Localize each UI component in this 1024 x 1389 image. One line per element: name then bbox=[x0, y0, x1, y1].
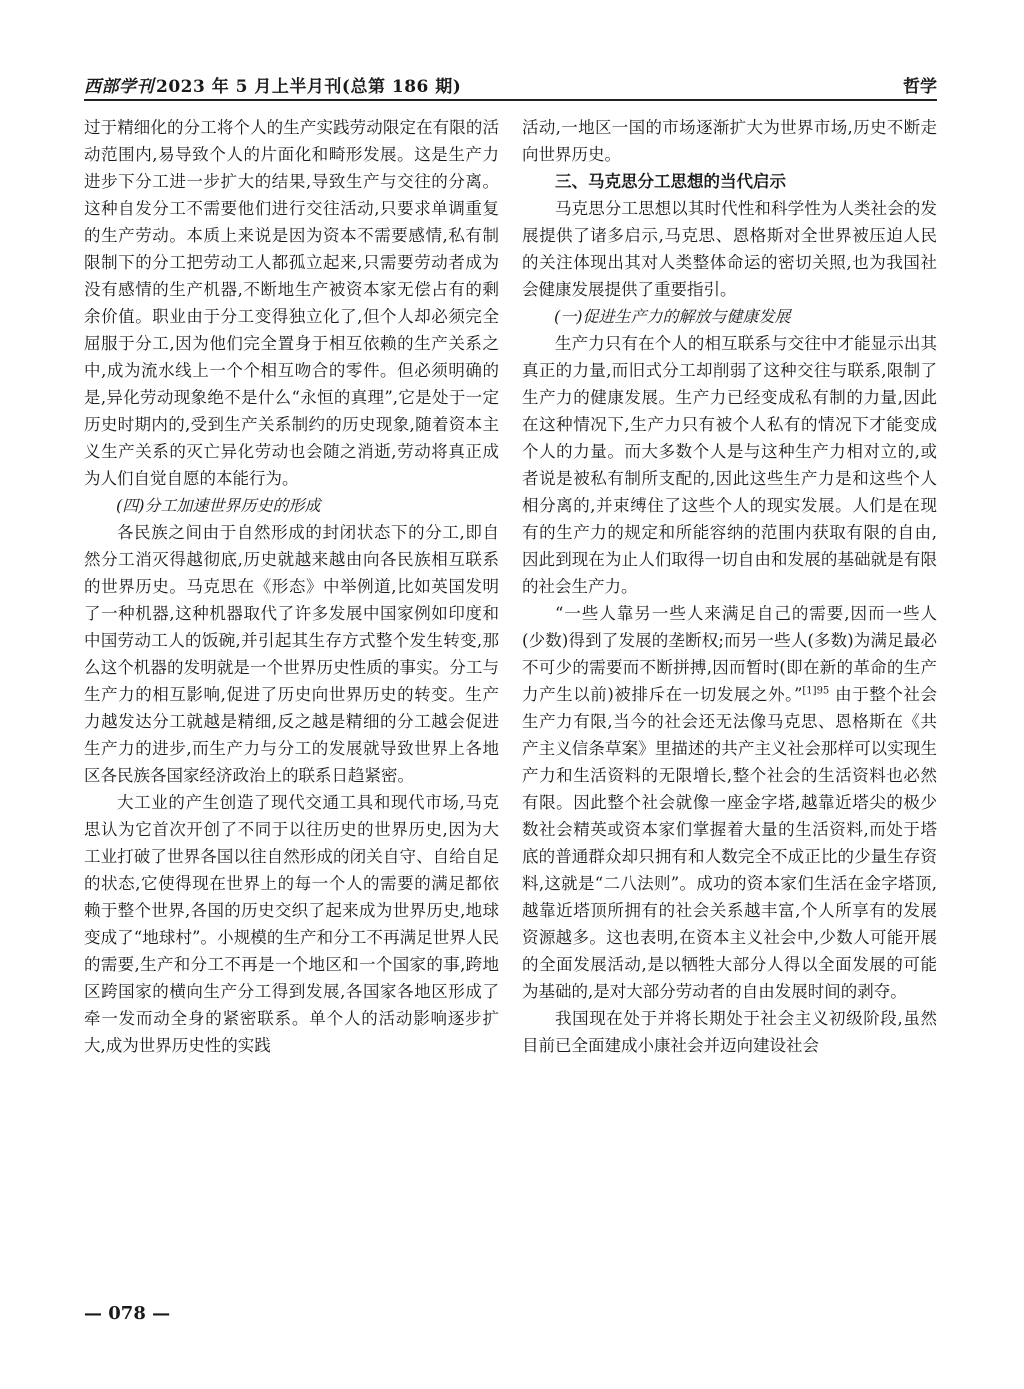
paragraph: 生产力只有在个人的相互联系与交往中才能显示出其真正的力量,而旧式分工却削弱了这种交往与联系,限制了生产力的健康发展。生产力已经变成私有制的力量,因此在这种情况下,生产力只有被个人私有的情况下才能变成个人的力量。而大多数个人是与这种生产力相对立的,或者说是被私有制所支配的,因此这些生产力是和这些个人相分离的,并束缚住了这些个人的现实发展。人们是在现有的生产力的规定和所能容纳的范围内获取有限的自由,因此到现在为止人们取得一切自由和发展的基础就是有限的社会生产力。 bbox=[522, 334, 937, 596]
journal-logo: 西部学刊 bbox=[84, 77, 154, 97]
right-column bbox=[522, 114, 937, 1059]
paragraph: 各民族之间由于自然形成的封闭状态下的分工,即自然分工消灭得越彻底,历史就越来越由向各民族相互联系的世界历史。马克思在《形态》中举例道,比如英国发明了一种机器,这种机器取代了许多发展中国家例如印度和中国劳动工人的饭碗,并引起其生存方式整个发生转变,那么这个机器的发明就是一个世界历史性质的事实。分工与生产力的相互影响,促进了历史向世界历史的转变。生产力越发达分工就越是精细,反之越是精细的分工越会促进生产力的进步,而生产力与分工的发展就导致世界上各地区各民族各国家经济政治上的联系日趋紧密。 bbox=[84, 523, 499, 785]
paragraph: 我国现在处于并将长期处于社会主义初级阶段,虽然目前已全面建成小康社会并迈向建设社会 bbox=[522, 1009, 937, 1055]
section-heading: 三、马克思分工思想的当代启示 bbox=[555, 172, 786, 191]
left-column bbox=[84, 114, 499, 1059]
citation-ref: [1]95 bbox=[802, 685, 830, 697]
header-rule bbox=[84, 99, 937, 101]
running-header bbox=[84, 72, 937, 100]
paragraph: 马克思分工思想以其时代性和科学性为人类社会的发展提供了诸多启示,马克思、恩格斯对全世界被压迫人民的关注体现出其对人类整体命运的密切关照,也为我国社会健康发展提供了重要指引。 bbox=[522, 199, 937, 299]
paragraph: 大工业的产生创造了现代交通工具和现代市场,马克思认为它首次开创了不同于以往历史的世界历史,因为大工业打破了世界各国以往自然形成的闭关自守、自给自足的状态,它使得现在世界上的每一个人的需要的满足都依赖于整个世界,各国的历史交织了起来成为世界历史,地球变成了“地球村”。小规模的生产和分工不再满足世界人民的需要,生产和分工不再是一个地区和一个国家的事,跨地区跨国家的横向生产分工得到发展,各国家各地区形成了牵一发而动全身的紧密联系。单个人的活动影响逐步扩大,成为世界历史性的实践 bbox=[84, 793, 499, 1055]
paragraph bbox=[522, 600, 937, 1005]
paragraph: 活动,一地区一国的市场逐渐扩大为世界市场,历史不断走向世界历史。 bbox=[522, 118, 937, 164]
paragraph: 过于精细化的分工将个人的生产实践劳动限定在有限的活动范围内,易导致个人的片面化和畸形发展。这是生产力进步下分工进一步扩大的结果,导致生产与交往的分离。这种自发分工不需要他们进行交往活动,只要求单调重复的生产劳动。本质上来说是因为资本不需要感情,私有制限制下的分工把劳动工人都孤立起来,只需要劳动者成为没有感情的生产机器,不断地生产被资本家无偿占有的剩余价值。职业由于分工变得独立化了,但个人却必须完全屈服于分工,因为他们完全置身于相互依赖的生产关系之中,成为流水线上一个个相互吻合的零件。但必须明确的是,异化劳动现象绝不是什么“永恒的真理”,它是处于一定历史时期内的,受到生产关系制约的历史现象,随着资本主义生产关系的灭亡异化劳动也会随之消逝,劳动将真正成为人们自觉自愿的本能行为。 bbox=[84, 118, 499, 488]
subsection-heading: (四)分工加速世界历史的形成 bbox=[116, 496, 321, 515]
subsection-heading: (一)促进生产力的解放与健康发展 bbox=[554, 307, 791, 326]
journal-issue bbox=[84, 72, 461, 97]
section-label: 哲学 bbox=[903, 77, 937, 97]
issue-label: 2023 年 5 月上半月刊(总第 186 期) bbox=[156, 77, 462, 97]
quotation: “一些人靠另一些人来满足自己的需要,因而一些人(少数)得到了发展的垄断权;而另一些人(多数)为满足最必不可少的需要而不断拼搏,因而暂时(即在新的革命的生产力产生以前)被排斥在一切发展之外。” bbox=[522, 604, 937, 704]
page-number: — 078 — bbox=[84, 1303, 171, 1324]
paragraph-text: 由于整个社会生产力有限,当今的社会还无法像马克思、恩格斯在《共产主义信条草案》里描述的共产主义社会那样可以实现生产力和生活资料的无限增长,整个社会的生活资料也必然有限。因此整个社会就像一座金字塔,越靠近塔尖的极少数社会精英或资本家们掌握着大量的生活资料,而处于塔底的普通群众却只拥有和人数完全不成正比的少量生存资料,这就是“二八法则”。成功的资本家们生活在金字塔顶,越靠近塔顶所拥有的社会关系越丰富,个人所享有的发展资源越多。这也表明,在资本主义社会中,少数人可能开展的全面发展活动,是以牺牲大部分人得以全面发展的可能为基础的,是对大部分劳动者的自由发展时间的剥夺。 bbox=[522, 685, 937, 1001]
